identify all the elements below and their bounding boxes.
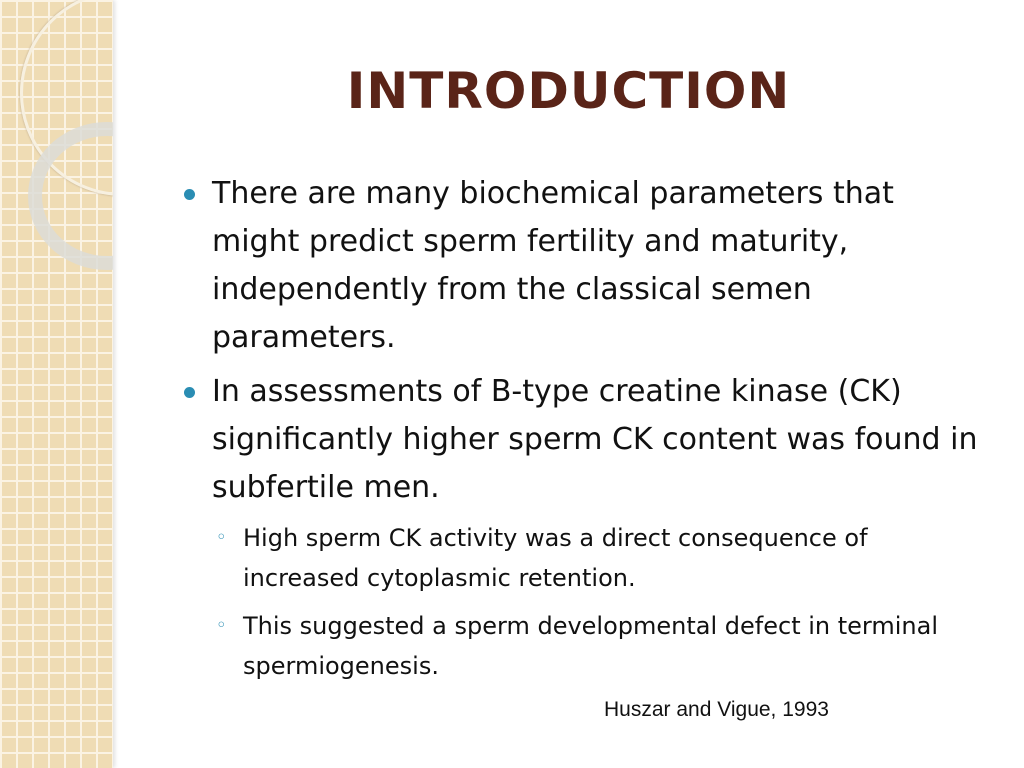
sub-bullet-text: High sperm CK activity was a direct consequence of increased cytoplasmic retention.: [243, 524, 868, 592]
bullet-dot-icon: [184, 387, 195, 398]
bullet-text: There are many biochemical parameters that might predict sperm fertility and maturity, independently from the classical semen parameters.: [212, 176, 894, 355]
citation: Huszar and Vigue, 1993: [604, 698, 829, 721]
bullet-item: [180, 170, 980, 362]
slide-title: INTRODUCTION: [346, 62, 791, 120]
sub-bullet-item: [180, 518, 980, 598]
bullet-dot-icon: [184, 189, 195, 200]
slide-body: [180, 170, 980, 694]
sub-bullet-item: [180, 606, 980, 686]
bullet-item: [180, 368, 980, 512]
decorative-sidebar: [0, 0, 113, 768]
sub-bullet-circle-icon: ◦: [216, 527, 227, 548]
bullet-text: In assessments of B-type creatine kinase (CK) significantly higher sperm CK content was found in subfertile men.: [212, 374, 978, 505]
sub-bullet-text: This suggested a sperm developmental defect in terminal spermiogenesis.: [243, 612, 938, 680]
sub-bullet-circle-icon: ◦: [216, 615, 227, 636]
